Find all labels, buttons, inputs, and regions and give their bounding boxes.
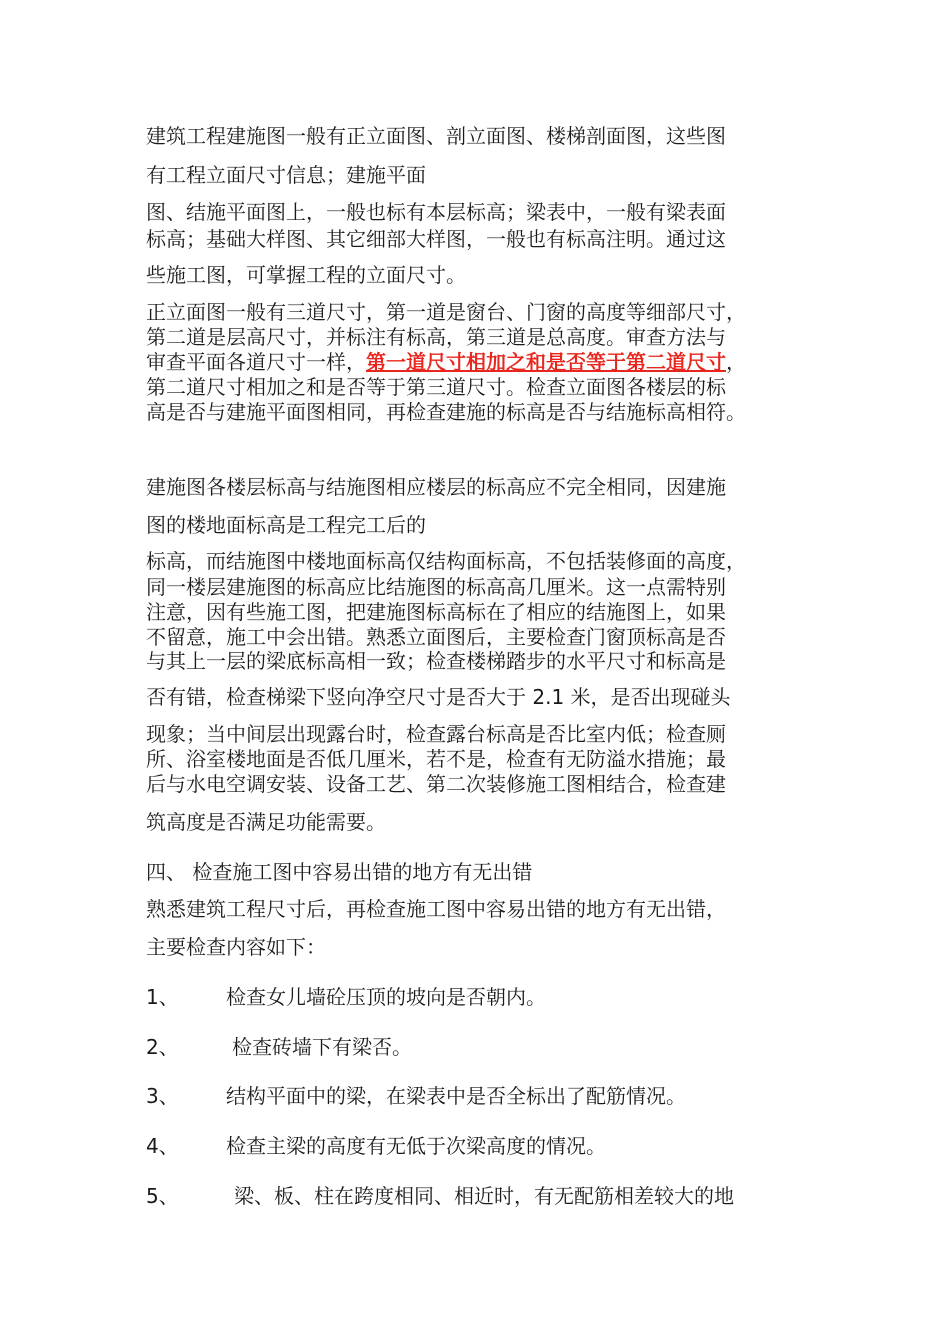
p2-line2: 第二道是层高尺寸，并标注有标高，第三道是总高度。审查方法与 [146,325,726,349]
highlighted-text: 第一道尺寸相加之和是否等于第二道尺寸 [366,350,726,374]
list-item-number: 3、 [146,1084,179,1108]
p3-line2: 图的楼地面标高是工程完工后的 [146,513,426,537]
p2-line4: 第二道尺寸相加之和是否等于第三道尺寸。检查立面图各楼层的标 [146,375,726,399]
p3-line6: 不留意，施工中会出错。熟悉立面图后，主要检查门窗顶标高是否 [146,625,726,649]
section-intro-line1: 熟悉建筑工程尺寸后，再检查施工图中容易出错的地方有无出错， [146,897,726,921]
p2-line3-before: 审查平面各道尺寸一样， [146,350,366,374]
list-item-text: 结构平面中的梁，在梁表中是否全标出了配筋情况。 [226,1084,686,1108]
p3-line3: 标高，而结施图中楼地面标高仅结构面标高，不包括装修面的高度， [146,549,746,573]
section-intro-line2: 主要检查内容如下： [146,935,326,959]
list-item-text: 检查主梁的高度有无低于次梁高度的情况。 [226,1134,606,1158]
list-item-number: 5、 [146,1184,179,1208]
p2-line5: 高是否与建施平面图相同，再检查建施的标高是否与结施标高相符。 [146,400,746,424]
p3-line11: 后与水电空调安装、设备工艺、第二次装修施工图相结合，检查建 [146,772,726,796]
p3-line1: 建施图各楼层标高与结施图相应楼层的标高应不完全相同，因建施 [146,475,726,499]
p3-line4: 同一楼层建施图的标高应比结施图的标高高几厘米。这一点需特别 [146,575,726,599]
list-item-number: 2、 [146,1035,179,1059]
p1-line5: 些施工图，可掌握工程的立面尺寸。 [146,263,466,287]
list-item-number: 4、 [146,1134,179,1158]
list-item-text: 检查女儿墙砼压顶的坡向是否朝内。 [226,985,546,1009]
p3-line12: 筑高度是否满足功能需要。 [146,810,386,834]
p2-line1: 正立面图一般有三道尺寸，第一道是窗台、门窗的高度等细部尺寸， [146,300,746,324]
p3-line8: 否有错，检查梯梁下竖向净空尺寸是否大于 2.1 米，是否出现碰头 [146,685,731,709]
p1-line4: 标高；基础大样图、其它细部大样图，一般也有标高注明。通过这 [146,227,726,251]
p3-line5: 注意，因有些施工图，把建施图标高标在了相应的结施图上，如果 [146,600,726,624]
p2-line3 [146,350,746,374]
p3-line10: 所、浴室楼地面是否低几厘米，若不是，检查有无防溢水措施；最 [146,747,726,771]
p3-line9: 现象；当中间层出现露台时，检查露台标高是否比室内低；检查厕 [146,722,726,746]
list-item-number: 1、 [146,985,179,1009]
list-item-text: 梁、板、柱在跨度相同、相近时，有无配筋相差较大的地 [234,1184,734,1208]
section-heading: 四、 检查施工图中容易出错的地方有无出错 [146,860,533,884]
list-item-text: 检查砖墙下有梁否。 [232,1035,412,1059]
p3-line7: 与其上一层的梁底标高相一致；检查楼梯踏步的水平尺寸和标高是 [146,649,726,673]
p1-line1: 建筑工程建施图一般有正立面图、剖立面图、楼梯剖面图，这些图 [146,124,726,148]
p1-line3: 图、结施平面图上，一般也标有本层标高；梁表中，一般有梁表面 [146,200,726,224]
p1-line2: 有工程立面尺寸信息；建施平面 [146,163,426,187]
p2-line3-after: ， [726,350,746,374]
